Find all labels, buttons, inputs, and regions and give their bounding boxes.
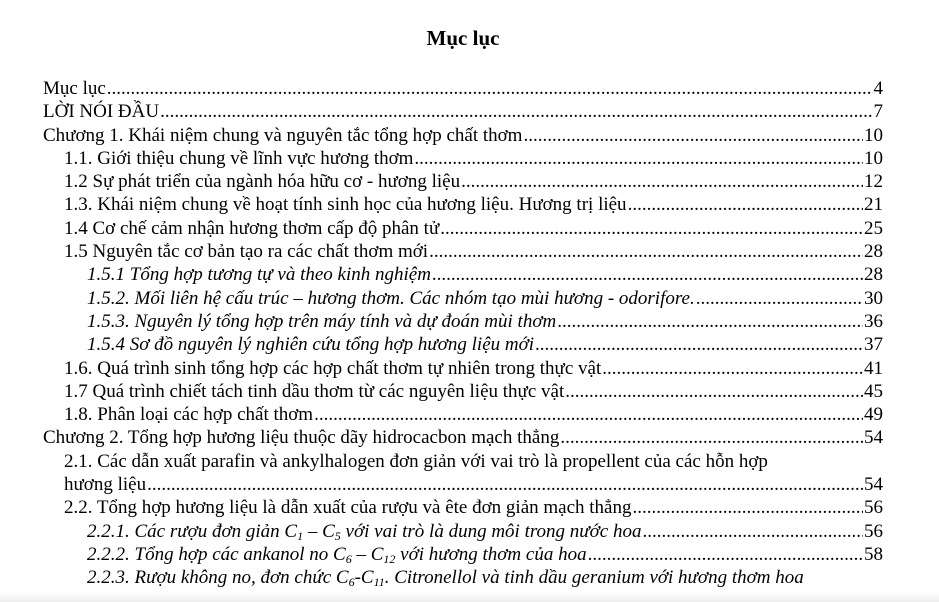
toc-dot-leader: [602, 357, 863, 380]
toc-entry[interactable]: [43, 496, 883, 519]
toc-page-number: 12: [864, 171, 883, 193]
toc-entry[interactable]: [43, 566, 883, 589]
toc-page-number: 58: [864, 543, 883, 565]
toc-entry-text: 1.5.1 Tổng hợp tương tự và theo kinh nghiệm: [87, 264, 431, 286]
toc-page-number: 30: [864, 287, 883, 309]
toc-dot-leader: [160, 100, 872, 123]
toc-dot-leader: [461, 170, 863, 193]
toc-entry-text: Chương 1. Khái niệm chung và nguyên tắc tổng hợp chất thơm: [43, 124, 523, 146]
toc-page-number: 49: [864, 404, 883, 426]
toc-dot-leader: [565, 380, 863, 403]
toc-entry-text: 1.3. Khái niệm chung về hoạt tính sinh học của hương liệu. Hương trị liệu: [64, 194, 627, 216]
toc-dot-leader: [414, 147, 863, 170]
toc-entry[interactable]: [43, 170, 883, 193]
toc-entry-text: 1.6. Quá trình sinh tổng hợp các hợp chất thơm tự nhiên trong thực vật: [64, 357, 602, 379]
toc-entry-text-continued: hương liệu: [64, 474, 147, 496]
toc-entry-text: 1.7 Quá trình chiết tách tinh dầu thơm từ các nguyên liệu thực vật: [64, 380, 565, 402]
toc-entry[interactable]: [43, 100, 883, 123]
toc-entry-text: 2.2.3. Rượu không no, đơn chức $C_6-C_{11}$. Citronellol và tinh dầu geranium với hương thơm hoa: [87, 567, 804, 590]
toc-entry[interactable]: [43, 357, 883, 380]
toc-dot-leader: [432, 263, 863, 286]
toc-entry-wrapped[interactable]: [43, 450, 883, 497]
toc-page-number: 28: [864, 241, 883, 263]
toc-dot-leader: [314, 403, 863, 426]
toc-page-number: 36: [864, 310, 883, 332]
toc-dot-leader: [560, 426, 863, 449]
toc-dot-leader: [633, 496, 864, 519]
toc-dot-leader: [440, 217, 863, 240]
toc-entry-text: Mục lục: [43, 78, 106, 99]
toc-entry-text: 1.5.3. Nguyên lý tổng hợp trên máy tính và dự đoán mùi thơm: [87, 310, 557, 332]
toc-page-number: 54: [864, 474, 883, 496]
toc-entry[interactable]: [43, 543, 883, 566]
toc-entry[interactable]: [43, 263, 883, 286]
toc-dot-leader: [429, 240, 863, 263]
toc-page-number: 25: [864, 217, 883, 239]
toc-dot-leader: [642, 520, 863, 543]
toc-dot-leader: [523, 124, 863, 147]
toc-page-number: 10: [864, 124, 883, 146]
toc-page-number: 21: [864, 194, 883, 216]
toc-dot-leader: [107, 77, 873, 100]
toc-entry[interactable]: [43, 147, 883, 170]
toc-dot-leader: [588, 543, 863, 566]
toc-entry-text: 2.1. Các dẫn xuất parafin và ankylhalogen đơn giản với vai trò là propellent của các hỗn hợp: [64, 450, 768, 472]
toc-dot-leader: [628, 193, 863, 216]
toc-entry[interactable]: [43, 380, 883, 403]
toc-page-number: 45: [864, 380, 883, 402]
toc-entry-text: LỜI NÓI ĐẦU: [43, 101, 160, 123]
toc-entry[interactable]: [43, 426, 883, 449]
toc-entry-text: 1.5 Nguyên tắc cơ bản tạo ra các chất thơm mới: [64, 241, 429, 263]
toc-entry-text: 1.4 Cơ chế cảm nhận hương thơm cấp độ phân tử: [64, 217, 440, 239]
toc-dot-leader: [535, 333, 863, 356]
toc-entry-text: 1.5.4 Sơ đồ nguyên lý nghiên cứu tổng hợp hương liệu mới: [87, 334, 535, 356]
toc-dot-leader: [696, 287, 863, 310]
toc-entry-text: Chương 2. Tổng hợp hương liệu thuộc dãy hidrocacbon mạch thẳng: [43, 427, 560, 449]
toc-entry-text: 1.5.2. Mối liên hệ cấu trúc – hương thơm. Các nhóm tạo mùi hương - odorifore.: [87, 287, 695, 309]
toc-entry[interactable]: [43, 217, 883, 240]
table-of-contents: [43, 77, 883, 590]
toc-entry[interactable]: [43, 240, 883, 263]
toc-entry-text: 2.2. Tổng hợp hương liệu là dẫn xuất của rượu và ête đơn giản mạch thẳng: [64, 497, 632, 519]
toc-page-number: 56: [864, 520, 883, 542]
toc-entry[interactable]: [43, 403, 883, 426]
toc-entry-text: 1.8. Phân loại các hợp chất thơm: [64, 404, 314, 426]
toc-entry-text: 1.1. Giới thiệu chung về lĩnh vực hương thơm: [64, 147, 414, 169]
toc-entry-text: 2.2.1. Các rượu đơn giản $C_1 - C_5$ với vai trò là dung môi trong nước hoa: [87, 520, 642, 543]
toc-entry-text: 2.2.2. Tổng hợp các ankanol no $C_6 - C_{12}$ với hương thơm của hoa: [87, 543, 587, 566]
toc-page-number: 10: [864, 147, 883, 169]
toc-entry[interactable]: [43, 310, 883, 333]
toc-title: Mục lục: [426, 26, 500, 50]
toc-page-number: 28: [864, 264, 883, 286]
toc-page-number: 56: [864, 497, 883, 519]
toc-entry[interactable]: [43, 77, 883, 100]
toc-page-number: 37: [864, 334, 883, 356]
toc-entry[interactable]: [43, 124, 883, 147]
toc-page-number: 41: [864, 357, 883, 379]
toc-entry[interactable]: [43, 520, 883, 543]
toc-entry[interactable]: [43, 287, 883, 310]
toc-page-number: 4: [873, 78, 883, 99]
page-bottom-shadow: [0, 592, 939, 602]
toc-entry-text: 1.2 Sự phát triển của ngành hóa hữu cơ - hương liệu: [64, 171, 461, 193]
toc-entry[interactable]: [43, 193, 883, 216]
toc-entry[interactable]: [43, 333, 883, 356]
toc-dot-leader: [557, 310, 863, 333]
toc-dot-leader: [147, 473, 863, 496]
toc-page-number: 7: [873, 101, 883, 123]
toc-page-number: 54: [864, 427, 883, 449]
